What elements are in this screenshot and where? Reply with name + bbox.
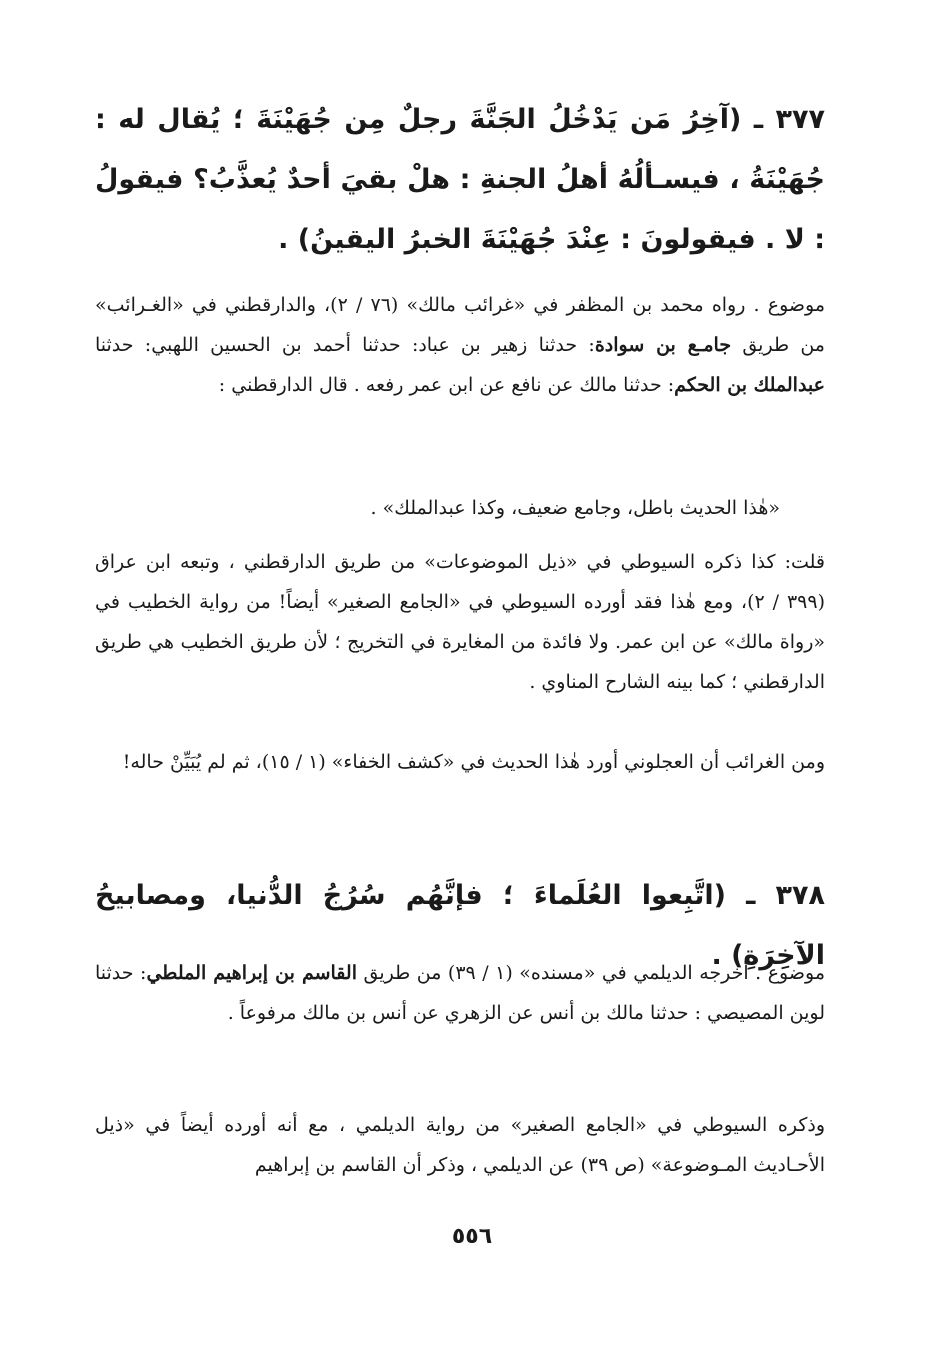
daraqutni-quote: «هٰذا الحديث باطل، وجامع ضعيف، وكذا عبدالملك» . [370, 497, 780, 519]
page-number: ٥٥٦ [451, 1224, 493, 1249]
hadith-377-takhrij-paragraph [95, 285, 825, 405]
takhrij-text: : حدثنا زهير بن عباد: حدثنا أحمد بن الحسين اللهبي: حدثنا [95, 334, 595, 356]
narrator-name-bold: القاسم بن إبراهيم الملطي [146, 962, 357, 984]
hadith-378-comment-paragraph: وذكره السيوطي في «الجامع الصغير» من رواية الديلمي ، مع أنه أورده أيضاً في «ذيل الأحـاديث المـوضوعة» (ص ٣٩) عن الديلمي ، وذكر أن القاسم بن إبراهيم [95, 1114, 825, 1176]
hadith-377-note-paragraph: ومن الغرائب أن العجلوني أورد هٰذا الحديث في «كشف الخفاء» (١ / ١٥)، ثم لم يُبَيِّنْ حاله! [122, 751, 825, 773]
hadith-377-text: ٣٧٧ ـ (آخِرُ مَن يَدْخُلُ الجَنَّةَ رجلٌ مِن جُهَيْنَةَ ؛ يُقال له : جُهَيْنَةُ ، فيسـألُهُ أهلُ الجنةِ : هلْ بقيَ أحدٌ يُعذَّبُ؟ فيقولُ : لا . فيقولونَ : عِنْدَ جُهَيْنَةَ الخبرُ اليقينُ) . [95, 104, 825, 255]
narrator-name-bold: عبدالملك بن الحكم [674, 374, 825, 396]
hadith-378-takhrij-paragraph [95, 953, 825, 1033]
hadith-378-text: ٣٧٨ ـ (اتَّبِعوا العُلَماءَ ؛ فإنَّهُم سُرُجُ الدُّنيا، ومصابيحُ الآخِرَةِ) . [95, 880, 825, 971]
takhrij-text: موضوع . رواه محمد بن المظفر في «غرائب مالك» (٧٦ / ٢)، والدارقطني في «الغـرائب» من طريق [95, 294, 826, 356]
takhrij-text: موضوع . أخرجه الديلمي في «مسنده» (١ / ٣٩) من طريق [356, 962, 825, 984]
takhrij-text: : حدثنا مالك عن نافع عن ابن عمر رفعه . قال الدارقطني : [218, 374, 675, 396]
narrator-name-bold: جامـع بن سوادة [594, 334, 732, 356]
hadith-377-comment-paragraph: قلت: كذا ذكره السيوطي في «ذيل الموضوعات» من طريق الدارقطني ، وتبعه ابن عراق (٣٩٩ / ٢)، ومع هٰذا فقد أورده السيوطي في «الجامع الصغير» أيضاً! من رواية الخطيب في «رواة مالك» عن ابن عمر. ولا فائدة من المغايرة في التخريج ؛ لأن طريق الخطيب هي طريق الدارقطني ؛ كما بينه الشارح المناوي . [95, 551, 825, 693]
takhrij-text: : حدثنا لوين المصيصي : حدثنا مالك بن أنس عن الزهري عن أنس بن مالك مرفوعاً . [95, 962, 825, 1024]
